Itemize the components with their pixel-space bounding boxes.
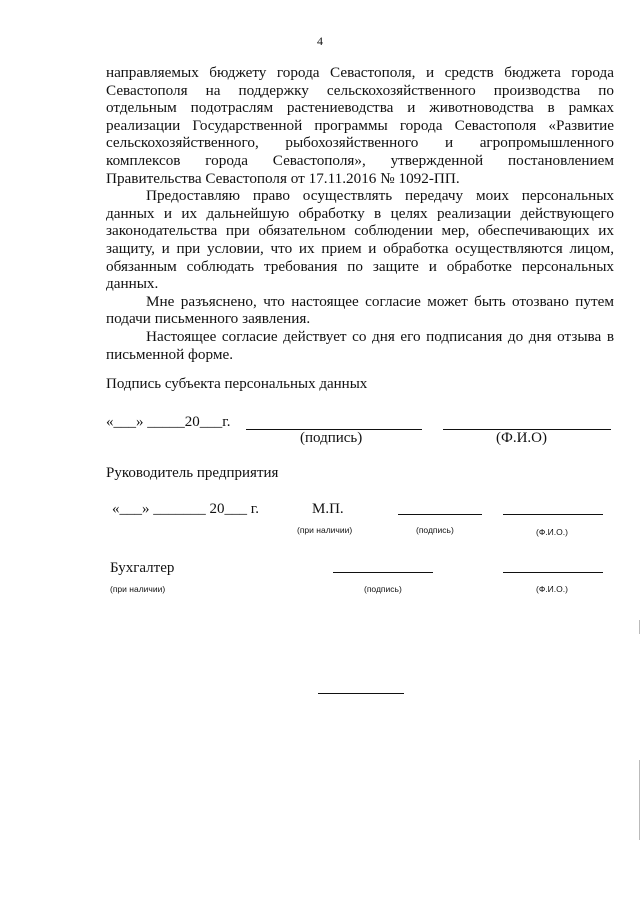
accountant-heading-caption: (при наличии) — [110, 584, 166, 594]
subject-signature-heading: Подпись субъекта персональных данных — [106, 376, 368, 392]
director-signature-line — [398, 514, 482, 515]
accountant-signature-caption: (подпись) — [364, 584, 402, 594]
accountant-signature-line — [333, 572, 433, 573]
end-of-document-rule — [318, 693, 404, 694]
director-name-caption: (Ф.И.О.) — [536, 527, 568, 537]
subject-name-caption: (Ф.И.О) — [496, 430, 548, 446]
director-date-line: «___» _______ 20___ г. — [112, 501, 259, 517]
paragraph-validity: Настоящее согласие действует со дня его подписания до дня отзыва в письменной форме. — [106, 327, 614, 363]
subject-date-line: «___» _____20___г. — [106, 414, 231, 430]
paragraph-continuation: направляемых бюджету города Севастополя, и средств бюджета города Севастополя на поддержку сельскохозяйственного производства по отдельным подотраслям растениеводства и животноводства в рамках реализации Государственной программы города Севастополя «Развитие сельскохозяйственного, рыбохозяйственного и агропромышленного комплексов города Севастополя», утвержденной постановлением Правительства Севастополя от 17.11.2016 № 1092-ПП. — [106, 64, 614, 187]
paragraph-data-transfer: Предоставляю право осуществлять передачу моих персональных данных и их дальнейшую обработку в целях реализации действующего законодательства при обязательном соблюдении мер, обеспечивающих их защиту, и при условии, что их прием и обработка осуществляются лицом, обязанным соблюдать требования по защите и обработке персональных данных. — [106, 187, 614, 293]
director-stamp-caption: (при наличии) — [297, 525, 353, 535]
subject-signature-caption: (подпись) — [300, 430, 363, 446]
consent-body — [106, 64, 614, 363]
paragraph-revocation: Мне разъяснено, что настоящее согласие может быть отозвано путем подачи письменного заявления. — [106, 292, 614, 328]
accountant-name-line — [503, 572, 603, 573]
page-number: 4 — [317, 34, 323, 48]
accountant-heading: Бухгалтер — [110, 560, 175, 576]
director-stamp: М.П. — [312, 501, 344, 517]
director-heading: Руководитель предприятия — [106, 465, 279, 481]
director-name-line — [503, 514, 603, 515]
accountant-name-caption: (Ф.И.О.) — [536, 584, 568, 594]
director-signature-caption: (подпись) — [416, 525, 454, 535]
